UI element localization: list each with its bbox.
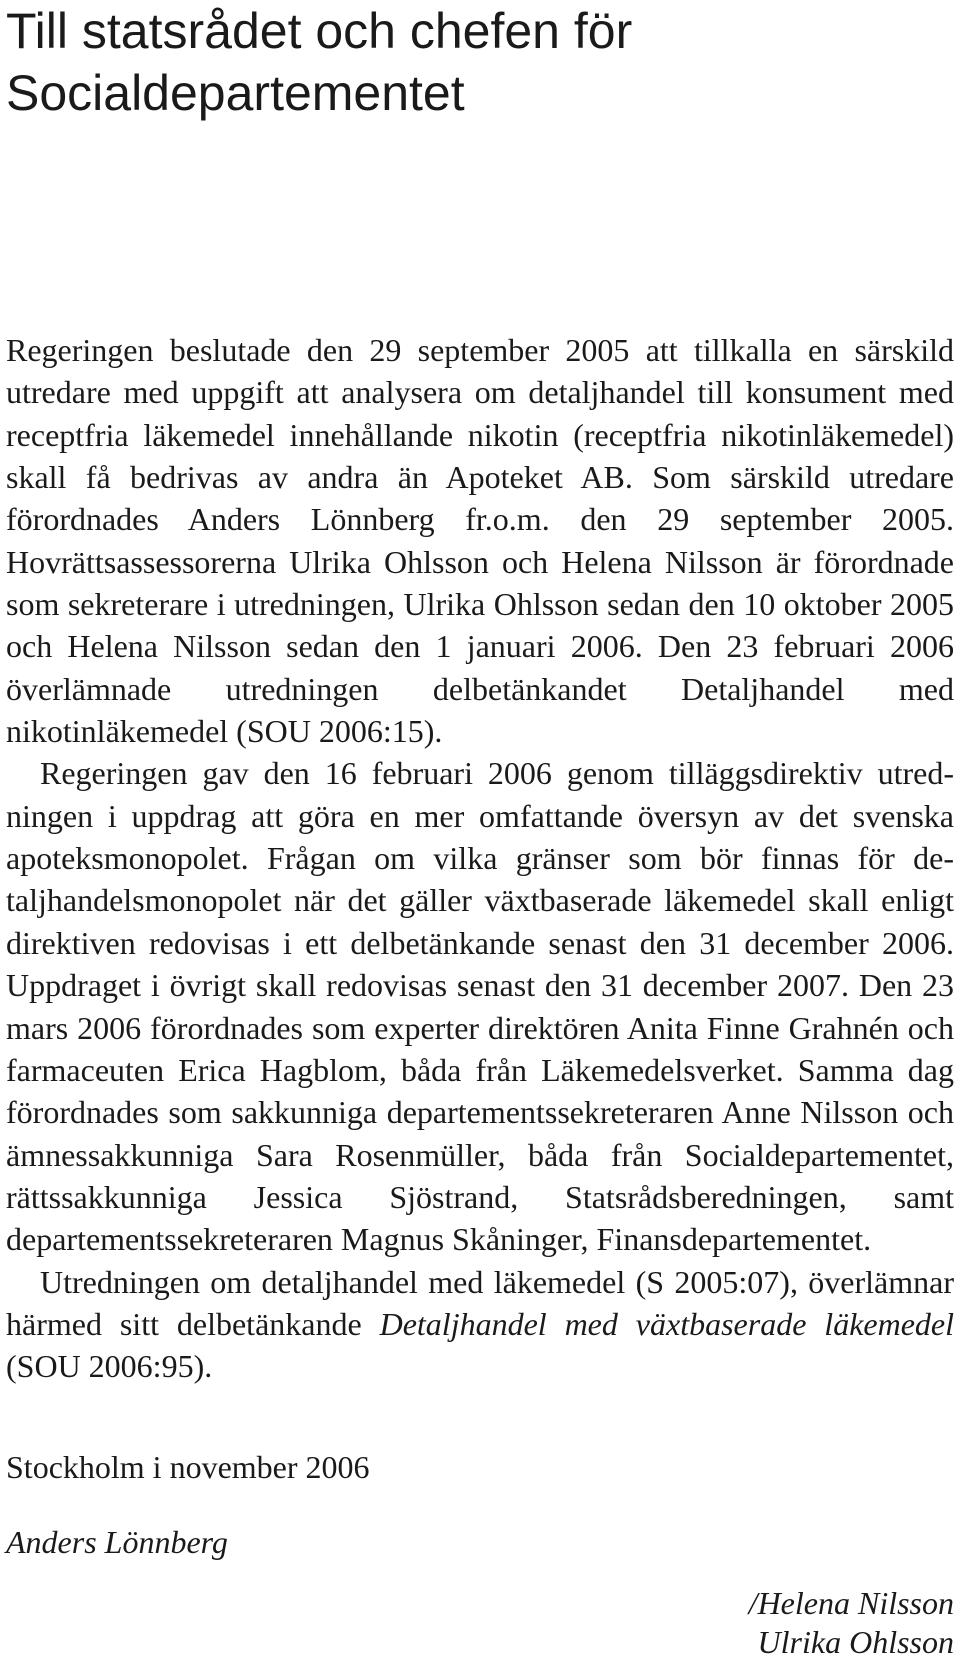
place-and-date: Stockholm i november 2006 <box>6 1449 370 1485</box>
signature-investigator: Anders Lönnberg <box>6 1524 228 1560</box>
title-line-2: Socialdepartementet <box>6 65 465 121</box>
title-line-1: Till statsrådet och chefen för <box>6 3 633 59</box>
submission-text-end: (SOU 2006:95). <box>6 1348 213 1385</box>
paragraph-submission <box>6 1261 954 1388</box>
letter-body <box>6 329 954 1388</box>
signature-secretary-1: /Helena Nilsson <box>748 1585 954 1621</box>
submission-text-start: Utredningen om detaljhandel med läkemedel (S 2005:07), överlämnar härmed sitt delbetänkande <box>6 1263 954 1342</box>
report-title: Detaljhandel med växtbaserade läkemedel <box>379 1305 955 1342</box>
paragraph-appointment: Regeringen beslutade den 29 september 2005 att tillkalla en särskild utredare med uppgift att analysera om detaljhandel till konsument med receptfria läkemedel innehållande nikotin (receptfria nikotinläkemedel) skall få bedrivas av andra än Apoteket AB. Som särskild utredare förordnades Anders Lönnberg fr.o.m. den 29 september 2005. Hovrättsassessorerna Ulrika Ohlsson och Helena Nilsson är förordnade som sekreterare i utredningen, Ulrika Ohlsson sedan den 10 oktober 2005 och Helena Nilsson sedan den 1 januari 2006. Den 23 februari 2006 överlämnade utredningen delbetänkandet Detaljhandel med nikotinläkemedel (SOU 2006:15). <box>6 332 954 750</box>
signature-secretary-2: Ulrika Ohlsson <box>757 1624 954 1660</box>
paragraph-supplementary-directive: Regeringen gav den 16 februari 2006 genom tilläggsdirektiv utredningen i uppdrag att göra en mer omfattande översyn av det svenska apoteksmonopolet. Frågan om vilka gränser som bör finnas för detaljhandelsmonopolet när det gäller växtbaserade läkemedel skall enligt direktiven redovisas i ett delbetänkande senast den 31 december 2006. Uppdraget i övrigt skall redovisas senast den 31 december 2007. Den 23 mars 2006 förordnades som experter direktören Anita Finne Grahnén och farmaceuten Erica Hagblom, båda från Läkemedelsverket. Samma dag förordnades som sakkunniga departementssekreteraren Anne Nilsson och ämnessakkunniga Sara Rosenmüller, båda från Socialdepartementet, rättssakkunniga Jessica Sjöstrand, Statsrådsberedningen, samt departementssekreteraren Magnus Skåninger, Finansdepartementet. <box>6 755 954 1258</box>
page-title <box>6 0 946 124</box>
